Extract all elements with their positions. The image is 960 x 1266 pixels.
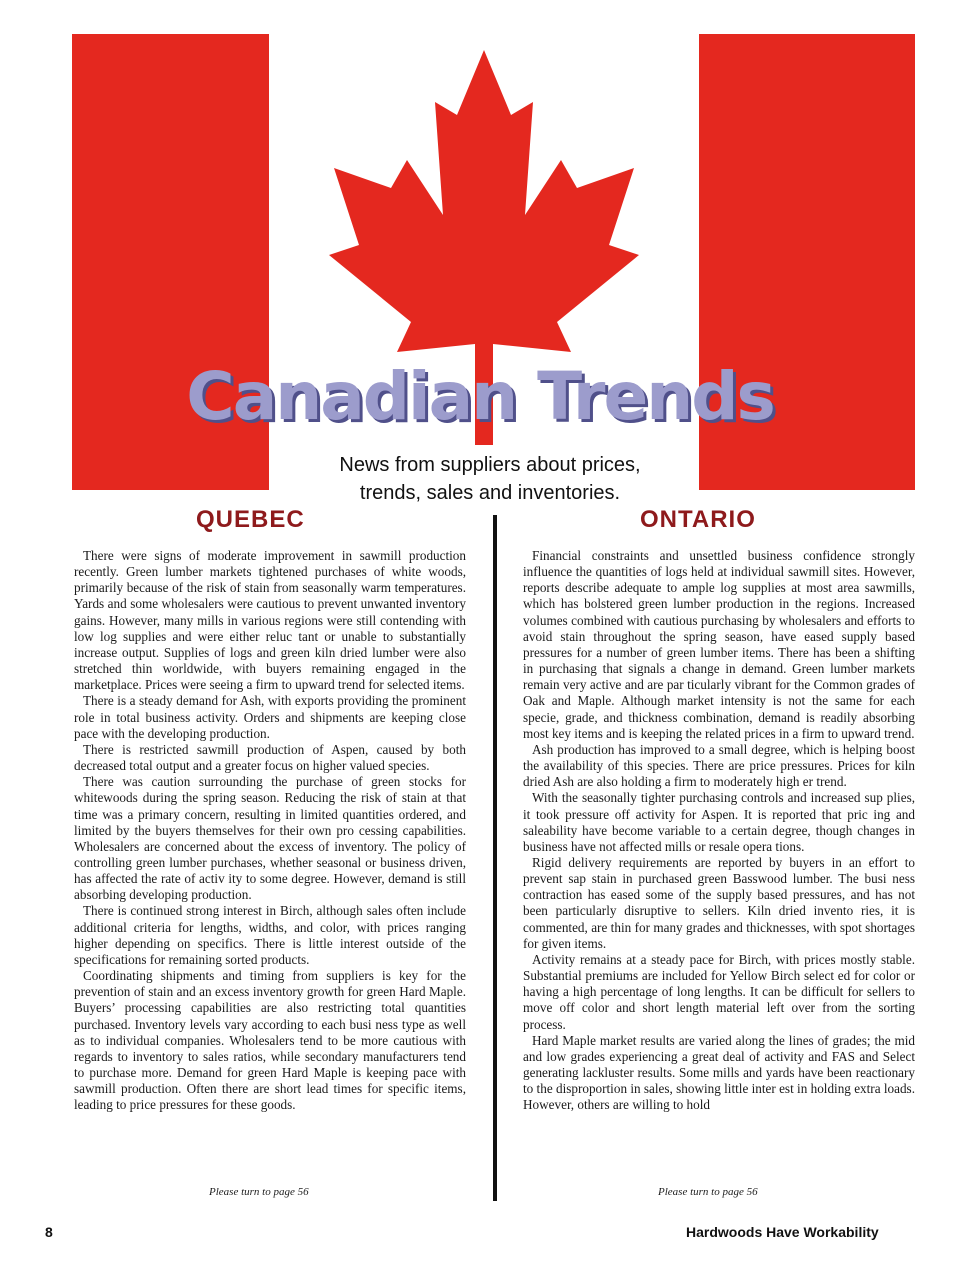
quebec-paragraph: There was caution surrounding the purchase of green stocks for whitewoods during the spring season. Reducing the risk of stain at that time was a primary concern, resulting in limited quantities ordered, and limited by the buyers themselves for their own pro cessing capabilities. Wholesalers are concerned about the excess of inventory. The policy of controlling green lumber purchases, whether seasonal or business driven, has affected the rate of activ ity to some degree. However, demand is still absorbing developing production. bbox=[74, 774, 466, 903]
quebec-paragraph: Coordinating shipments and timing from suppliers is key for the prevention of stain and an excess inventory growth for green Hard Maple. Buyers’ processing capabilities are also restricting total quantities purchased. Inventory levels vary according to each busi ness type as well as to individual companies. Wholesalers tend to be more cautious with regards to inventory to sales ratios, while secondary manufacturers tend to purchase more. Demand for green Hard Maple is keeping pace with sawmill production. Often there are short lead times for specific items, leading to price pressures for these goods. bbox=[74, 968, 466, 1113]
subtitle-line-2: trends, sales and inventories. bbox=[359, 482, 621, 504]
ontario-paragraph: Rigid delivery requirements are reported by buyers in an effort to prevent sap stain in purchased green Basswood lumber. The busi ness contraction has eased some of the supply based pressures, and has not been particularly disruptive to sellers. Kiln dried invento ries, it is commented, are thin for many grades and thicknesses, with spot shortages for given items. bbox=[523, 854, 915, 951]
subtitle-line-1: News from suppliers about prices, bbox=[339, 454, 641, 476]
column-divider bbox=[493, 515, 497, 1201]
page-title: Canadian Trends bbox=[186, 358, 774, 435]
quebec-paragraph: There is restricted sawmill production of Aspen, caused by both decreased total output and a greater focus on higher valued species. bbox=[74, 741, 466, 774]
quebec-paragraph: There were signs of moderate improvement in sawmill production recently. Green lumber markets tightened purchases of white woods, primarily because of the risk of stain from seasonally warm temperatures. Yards and some wholesalers were cautious to prevent unwanted inventory gains. However, many mills in various regions were still contending with low log supplies and were either reluc tant or unable to substantially increase output. Supplies of logs and green kiln dried lumber were also stretched thin worldwide, with buyers remaining engaged in the marketplace. Prices were seeing a firm to upward trend for selected items. bbox=[74, 548, 466, 693]
publication-name: Hardwoods Have Workability bbox=[686, 1224, 879, 1240]
ontario-heading: ONTARIO bbox=[640, 506, 756, 533]
ontario-paragraph: With the seasonally tighter purchasing controls and increased sup plies, it took pressure off activity for Aspen. It is reported that pric ing and saleability have become variable to a certain degree, though changes in business have not affected mills or resale opera tions. bbox=[523, 790, 915, 854]
ontario-continued-note: Please turn to page 56 bbox=[658, 1186, 758, 1198]
quebec-paragraph: There is a steady demand for Ash, with exports providing the prominent role in total business activity. Orders and shipments are keeping close pace with the developing production. bbox=[74, 693, 466, 741]
ontario-paragraph: Hard Maple market results are varied along the lines of grades; the mid and low grades experiencing a great deal of activity and FAS and Select generating lackluster results. Some mills and yards have been reactionary to the disproportion in sales, showing little inter est in holding extra loads. However, others are willing to hold bbox=[523, 1032, 915, 1113]
quebec-paragraph: There is continued strong interest in Birch, although sales often include additional criteria for lengths, widths, and color, with prices ranging higher depending on specifics. There is little interest outside of the specifications for remaining sorted products. bbox=[74, 903, 466, 967]
quebec-continued-note: Please turn to page 56 bbox=[209, 1186, 309, 1198]
page-subtitle bbox=[290, 451, 690, 507]
ontario-paragraph: Financial constraints and unsettled business confidence strongly influence the quantities of logs held at individual sawmill sites. However, reports describe adequate to ample log supplies at most area sawmills, which has bolstered green lumber production in the regions. Increased volumes combined with cautious purchasing by wholesalers and efforts to avoid stain throughout the spring season, have eased supply based pressures for a number of green lumber items. There has been a shifting in purchasing that signals a change in demand. Green lumber markets remain very active and are par ticularly vibrant for the Common grades of Oak and Maple. Although market intensity is not the same for each specie, grade, and thickness combination, demand is readily absorbing most key items and is keeping the related prices in a firm to upward trend. bbox=[523, 548, 915, 741]
quebec-heading: QUEBEC bbox=[196, 506, 305, 533]
ontario-paragraph: Ash production has improved to a small degree, which is helping boost the availability of this species. There are price pressures. Prices for kiln dried Ash are also holding a firm to moderately high er trend. bbox=[523, 741, 915, 790]
page-number: 8 bbox=[45, 1224, 53, 1240]
ontario-paragraph: Activity remains at a steady pace for Birch, with prices mostly stable. Substantial premiums are included for Yellow Birch select ed for color or having a high percentage of long lengths. It can be difficult for sellers to move off color and short length material left over from the sorting process. bbox=[523, 951, 915, 1032]
ontario-column bbox=[523, 548, 915, 1113]
quebec-column bbox=[74, 548, 466, 1113]
